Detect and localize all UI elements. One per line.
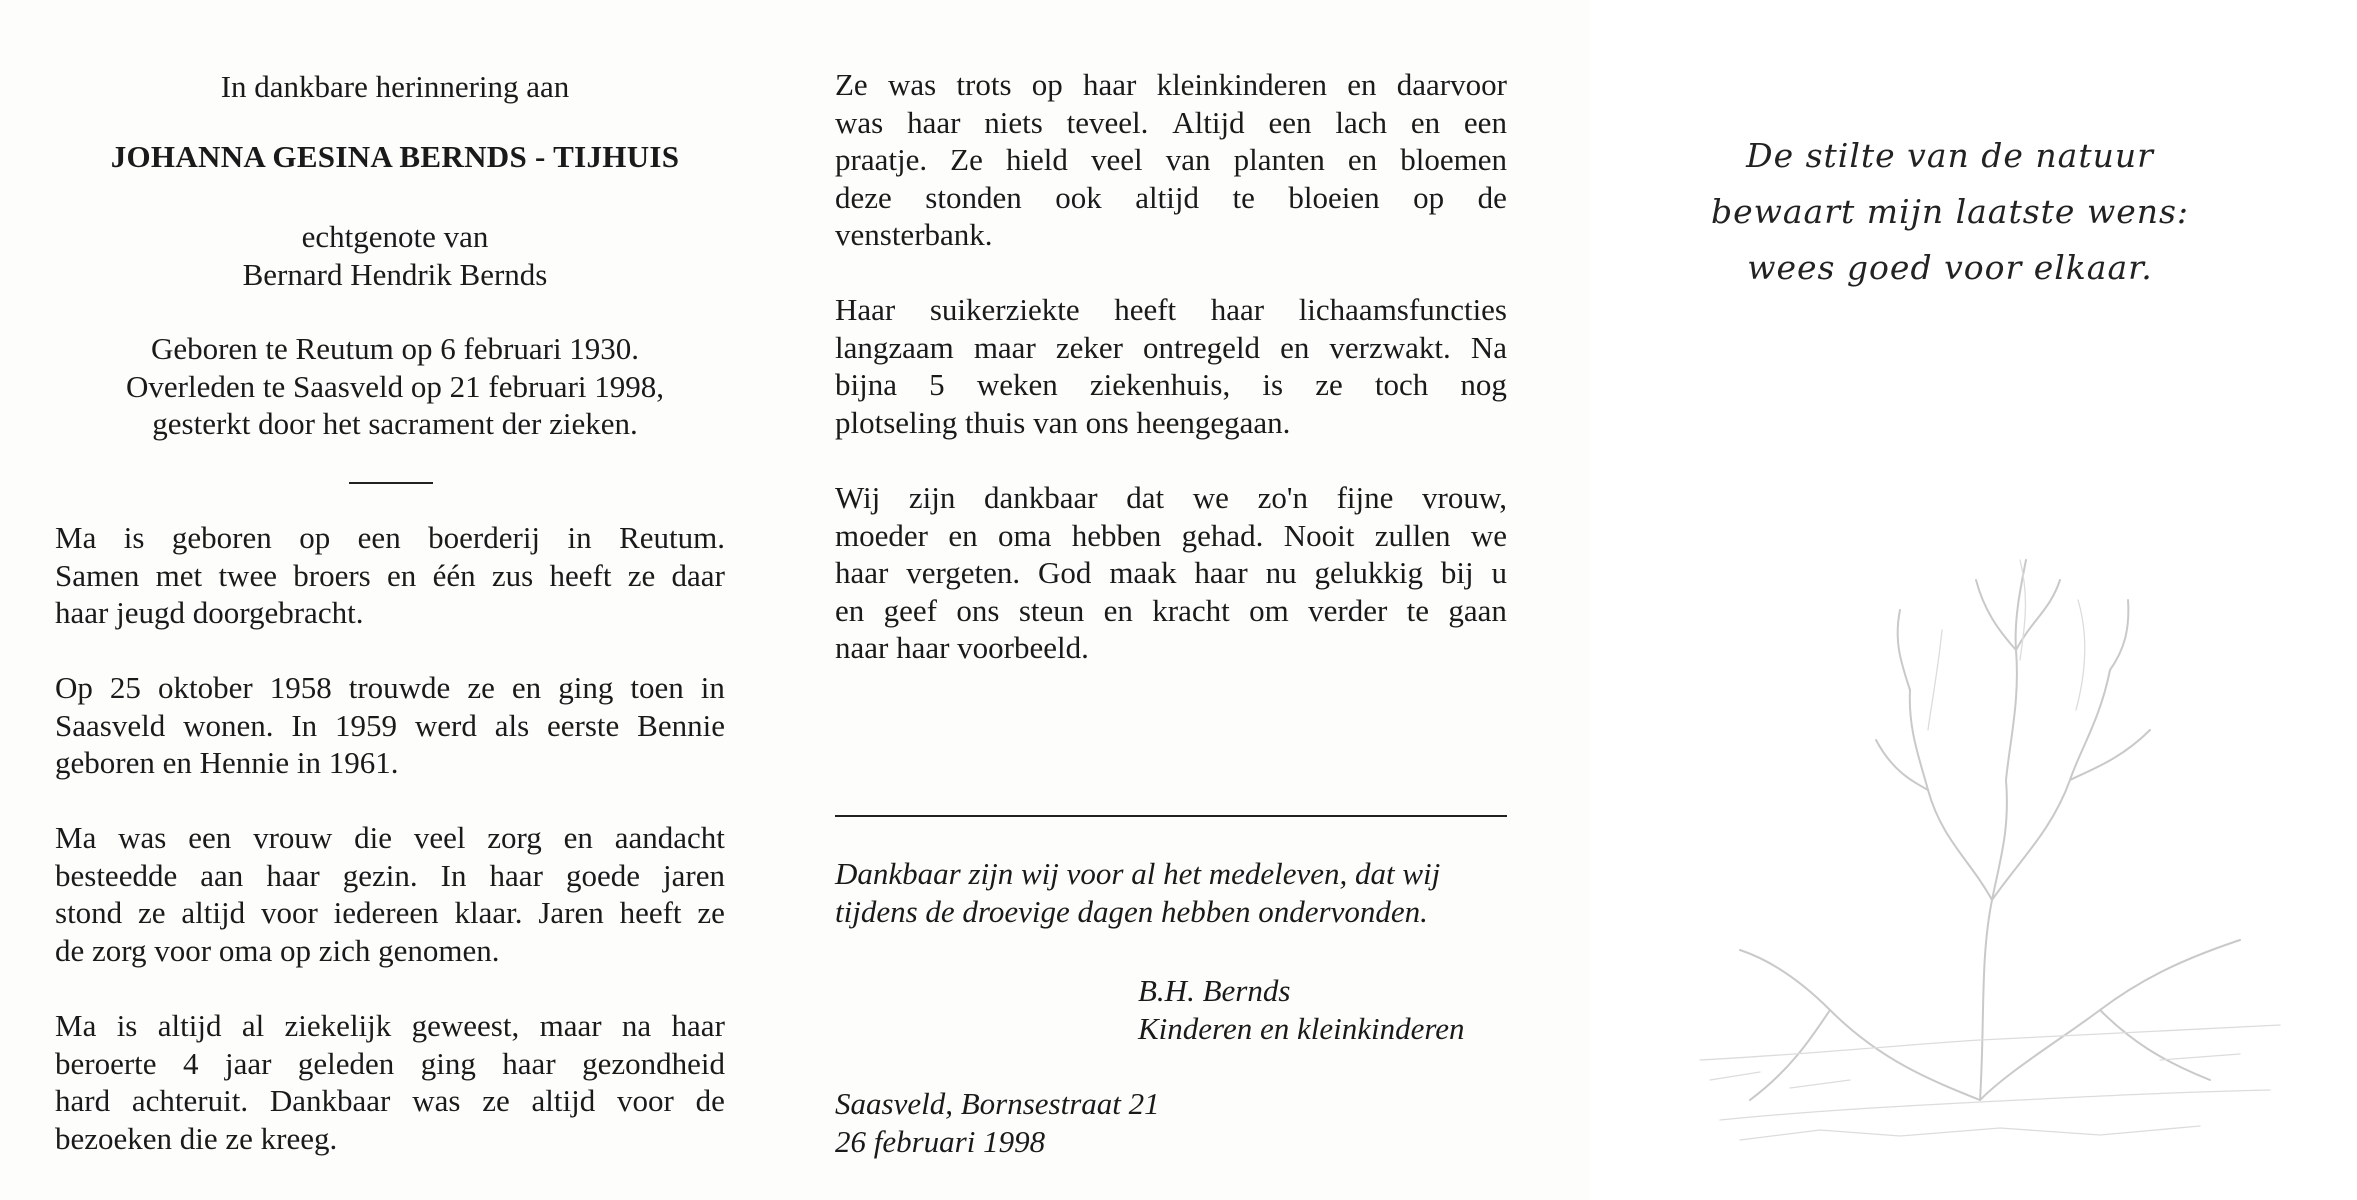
- poem-line: De stilte van de natuur: [1746, 136, 2154, 175]
- signature-block: [1138, 972, 1465, 1048]
- divider: [349, 482, 433, 484]
- paragraph-line: en geef ons steun en kracht om verder te gaan: [835, 592, 1507, 628]
- paragraph-line: Ze was trots op haar kleinkinderen en daarvoor: [835, 67, 1507, 102]
- paragraph: [55, 519, 725, 632]
- paragraph-line: deze stonden ook altijd te bloeien op de: [835, 179, 1507, 215]
- paragraph-line: besteedde aan haar gezin. In haar goede jaren: [55, 857, 725, 893]
- address-date-block: [835, 1085, 1160, 1161]
- signer-line: Kinderen en kleinkinderen: [1138, 1011, 1465, 1046]
- paragraph: [835, 66, 1507, 254]
- poem-line: wees goed voor elkaar.: [1747, 248, 2153, 287]
- paragraph-line: hard achteruit. Dankbaar was ze altijd voor de: [55, 1083, 725, 1118]
- paragraph-line: Haar suikerziekte heeft haar lichaamsfuncties: [835, 292, 1507, 327]
- paragraph-line: Ma is altijd al ziekelijk geweest, maar na haar: [55, 1008, 725, 1043]
- paragraph-line: Ma is geboren op een boerderij in Reutum.: [55, 520, 725, 555]
- paragraph-line: moeder en oma hebben gehad. Nooit zullen we: [835, 517, 1507, 553]
- poem: [1670, 128, 2230, 296]
- date-line: 26 februari 1998: [835, 1124, 1046, 1159]
- paragraph-line: beroerte 4 jaar geleden ging haar gezondheid: [55, 1045, 725, 1081]
- paragraph-line: vensterbank.: [835, 217, 993, 252]
- paragraph-line: de zorg voor oma op zich genomen.: [55, 932, 500, 968]
- paragraph-line: stond ze altijd voor iedereen klaar. Jaren heeft ze: [55, 895, 725, 930]
- paragraph-line: langzaam maar zeker ontregeld en verzwakt. Na: [835, 329, 1507, 365]
- right-panel: [1590, 0, 2357, 1200]
- paragraph: [835, 479, 1507, 667]
- paragraph-line: Samen met twee broers en één zus heeft ze daar: [55, 557, 725, 593]
- paragraph-line: Wij zijn dankbaar dat we zo'n fijne vrouw,: [835, 480, 1507, 515]
- death-line: Overleden te Saasveld op 21 februari 1998,: [125, 368, 665, 404]
- middle-panel: [790, 0, 1590, 1200]
- thanks-note: [835, 855, 1515, 931]
- signer-line: B.H. Bernds: [1138, 973, 1291, 1008]
- paragraph-line: bezoeken die ze kreeg.: [55, 1120, 338, 1156]
- spouse-line: Bernard Hendrik Bernds: [242, 256, 548, 292]
- divider: [835, 815, 1507, 817]
- paragraph-line: bijna 5 weken ziekenhuis, is ze toch nog: [835, 367, 1507, 402]
- paragraph-line: plotseling thuis van ons heengegaan.: [835, 404, 1291, 440]
- address-line: Saasveld, Bornsestraat 21: [835, 1086, 1160, 1121]
- paragraph: [55, 819, 725, 969]
- thanks-line: tijdens de droevige dagen hebben ondervonden.: [835, 894, 1428, 929]
- paragraph-line: Op 25 oktober 1958 trouwde ze en ging toen in: [55, 670, 725, 705]
- paragraph-line: haar jeugd doorgebracht.: [55, 595, 364, 630]
- paragraph-line: praatje. Ze hield veel van planten en bloemen: [835, 142, 1507, 177]
- spouse-line: echtgenote van: [301, 219, 489, 254]
- thanks-line: Dankbaar zijn wij voor al het medeleven, dat wij: [835, 856, 1441, 891]
- paragraph-line: naar haar voorbeeld.: [835, 630, 1089, 665]
- paragraph: [55, 669, 725, 782]
- sacrament-line: gesterkt door het sacrament der zieken.: [152, 406, 638, 441]
- spouse-block: [0, 218, 790, 293]
- deceased-name: JOHANNA GESINA BERNDS - TIJHUIS: [110, 139, 680, 174]
- paragraph-line: Saasveld wonen. In 1959 werd als eerste Bennie: [55, 707, 725, 743]
- left-panel: [0, 0, 790, 1200]
- intro-line: In dankbare herinnering aan: [220, 69, 570, 104]
- paragraph-line: was haar niets teveel. Altijd een lach en een: [835, 104, 1507, 140]
- paragraph-line: geboren en Hennie in 1961.: [55, 745, 399, 780]
- poem-line: bewaart mijn laatste wens:: [1710, 192, 2190, 231]
- paragraph: [55, 1007, 725, 1157]
- birth-line: Geboren te Reutum op 6 februari 1930.: [150, 331, 640, 366]
- paragraph-line: Ma was een vrouw die veel zorg en aandacht: [55, 820, 725, 855]
- dates-block: [0, 330, 790, 443]
- paragraph: [835, 291, 1507, 441]
- paragraph-line: haar vergeten. God maak haar nu gelukkig bij u: [835, 555, 1507, 590]
- tree-sketch-illustration: [1680, 540, 2300, 1160]
